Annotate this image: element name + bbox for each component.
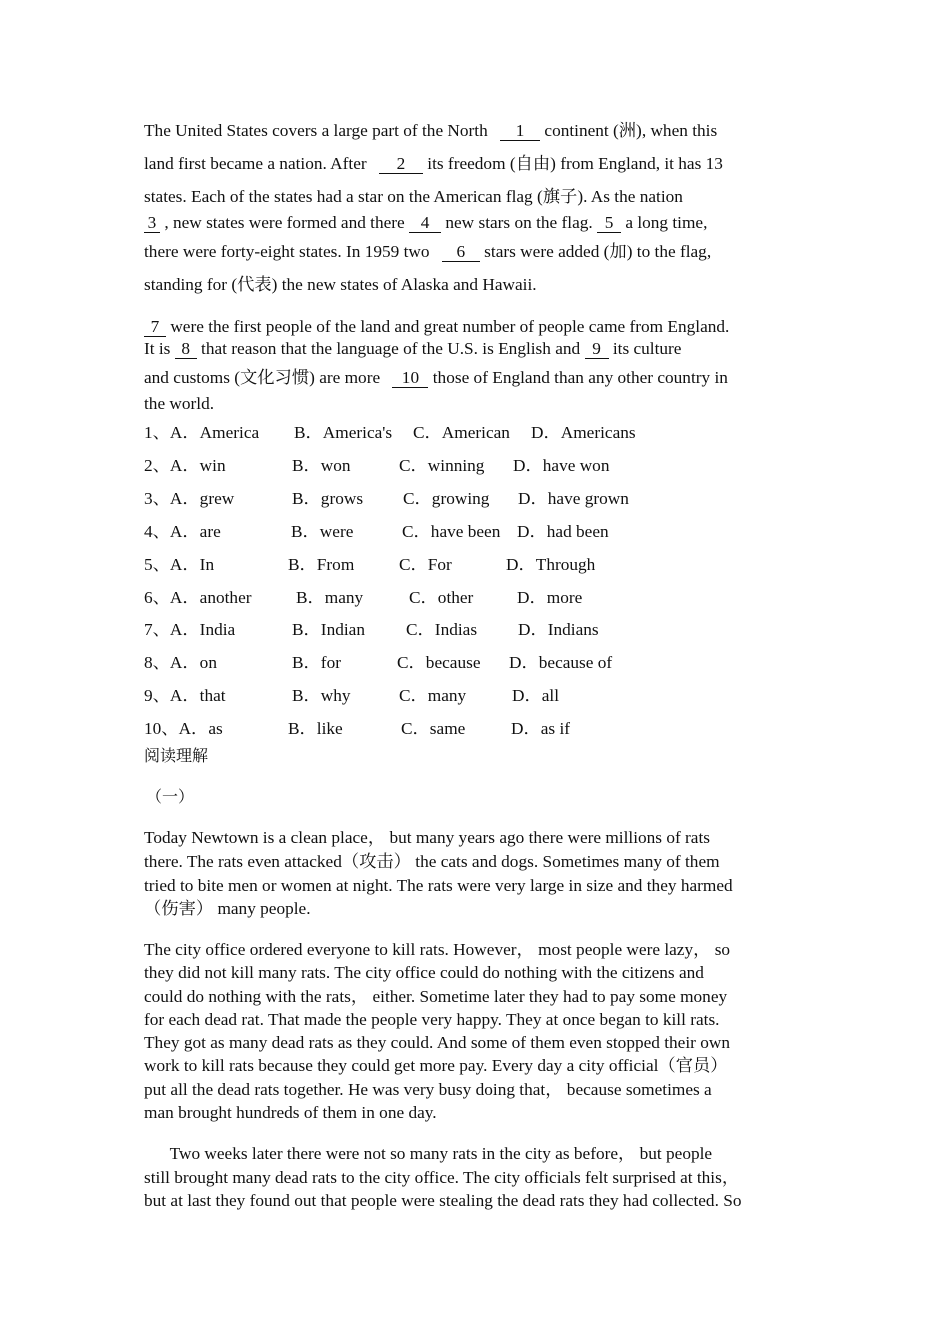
reading-line: but at last they found out that people were stealing the dead rats they had collected. So bbox=[144, 1191, 742, 1210]
option-d: D．Indians bbox=[518, 620, 599, 639]
blank-9: 9 bbox=[585, 340, 609, 359]
option-d: D．had been bbox=[517, 522, 609, 541]
option-c: C．American bbox=[413, 423, 510, 442]
option-b: B．won bbox=[292, 456, 351, 475]
option-row bbox=[144, 685, 804, 707]
reading-line: could do nothing with the rats， either. Sometime later they had to pay some money bbox=[144, 987, 728, 1006]
option-c: C．winning bbox=[399, 456, 485, 475]
reading-line: they did not kill many rats. The city office could do nothing with the citizens and bbox=[144, 963, 704, 982]
reading-line: put all the dead rats together. He was very busy doing that， because sometimes a bbox=[144, 1080, 712, 1099]
option-row bbox=[144, 587, 804, 609]
text: stars were added (加) to the flag, bbox=[479, 242, 712, 261]
option-c: C．many bbox=[399, 686, 467, 705]
section-heading: 阅读理解 bbox=[144, 746, 209, 765]
option-c: C．For bbox=[399, 555, 452, 574]
option-c: C．have been bbox=[402, 522, 501, 541]
reading-line: work to kill rats because they could get more pay. Every day a city official（官员） bbox=[144, 1056, 728, 1075]
text: land first became a nation. After bbox=[144, 154, 371, 173]
option-a: 9、A．that bbox=[144, 686, 226, 705]
text: were the first people of the land and great number of people came from England. bbox=[166, 317, 730, 336]
text: its freedom (自由) from England, it has 13 bbox=[422, 154, 723, 173]
section-number: （一） bbox=[146, 787, 195, 806]
blank-10: 10 bbox=[392, 369, 428, 388]
cloze-line bbox=[144, 338, 681, 360]
blank-8: 8 bbox=[175, 340, 197, 359]
text: there were forty-eight states. In 1959 two bbox=[144, 242, 434, 261]
option-b: B．From bbox=[288, 555, 355, 574]
option-a: 10、A．as bbox=[144, 719, 223, 738]
blank-2: 2 bbox=[379, 155, 423, 174]
reading-line: The city office ordered everyone to kill rats. However， most people were lazy， so bbox=[144, 940, 731, 959]
text: that reason that the language of the U.S. is English and bbox=[196, 339, 585, 358]
option-row bbox=[144, 718, 804, 740]
cloze-line bbox=[144, 316, 729, 338]
cloze-line bbox=[144, 120, 717, 142]
option-d: D．Through bbox=[506, 555, 596, 574]
option-d: D．because of bbox=[509, 653, 613, 672]
option-a: 7、A．India bbox=[144, 620, 236, 639]
option-c: C．because bbox=[397, 653, 481, 672]
blank-7: 7 bbox=[144, 318, 166, 337]
text: those of England than any other country in bbox=[428, 368, 728, 387]
text: a long time, bbox=[621, 213, 708, 232]
option-b: B．Indian bbox=[292, 620, 365, 639]
blank-6: 6 bbox=[442, 243, 480, 262]
option-row bbox=[144, 652, 804, 674]
option-c: C．Indias bbox=[406, 620, 478, 639]
reading-line: for each dead rat. That made the people very happy. They at once began to kill rats. bbox=[144, 1010, 720, 1029]
reading-line: still brought many dead rats to the city office. The city officials felt surprised at this， bbox=[144, 1168, 740, 1187]
text: new stars on the flag. bbox=[441, 213, 598, 232]
option-b: B．like bbox=[288, 719, 343, 738]
option-d: D．as if bbox=[511, 719, 571, 738]
option-row bbox=[144, 521, 804, 543]
cloze-line bbox=[144, 212, 707, 234]
option-c: C．same bbox=[401, 719, 466, 738]
reading-line: （伤害） many people. bbox=[144, 899, 311, 918]
cloze-line bbox=[144, 153, 723, 175]
reading-line: Today Newtown is a clean place， but many years ago there were millions of rats bbox=[144, 828, 711, 847]
option-a: 3、A．grew bbox=[144, 489, 235, 508]
option-row bbox=[144, 619, 804, 641]
option-d: D．have won bbox=[513, 456, 610, 475]
blank-4: 4 bbox=[409, 214, 441, 233]
option-row bbox=[144, 455, 804, 477]
blank-1: 1 bbox=[500, 122, 540, 141]
cloze-line: standing for (代表) the new states of Alaska and Hawaii. bbox=[144, 275, 537, 294]
cloze-line bbox=[144, 367, 728, 389]
option-d: D．all bbox=[512, 686, 560, 705]
option-b: B．were bbox=[291, 522, 354, 541]
option-b: B．America's bbox=[294, 423, 393, 442]
text: continent (洲), when this bbox=[540, 121, 718, 140]
reading-line: Two weeks later there were not so many rats in the city as before， but people bbox=[144, 1144, 713, 1163]
option-row bbox=[144, 422, 804, 444]
option-b: B．many bbox=[296, 588, 364, 607]
option-a: 5、A．In bbox=[144, 555, 215, 574]
option-d: D．have grown bbox=[518, 489, 629, 508]
cloze-line bbox=[144, 241, 711, 263]
blank-3: 3 bbox=[144, 214, 160, 233]
option-a: 1、A．America bbox=[144, 423, 260, 442]
cloze-line: states. Each of the states had a star on the American flag (旗子). As the nation bbox=[144, 187, 683, 206]
option-c: C．growing bbox=[403, 489, 490, 508]
reading-line: man brought hundreds of them in one day. bbox=[144, 1103, 437, 1122]
option-b: B．for bbox=[292, 653, 341, 672]
reading-line: They got as many dead rats as they could. And some of them even stopped their own bbox=[144, 1033, 730, 1052]
text: its culture bbox=[608, 339, 682, 358]
text: , new states were formed and there bbox=[160, 213, 410, 232]
text: and customs (文化习惯) are more bbox=[144, 368, 385, 387]
text: It is bbox=[144, 339, 175, 358]
option-a: 8、A．on bbox=[144, 653, 217, 672]
option-row bbox=[144, 488, 804, 510]
reading-line: there. The rats even attacked（攻击） the cats and dogs. Sometimes many of them bbox=[144, 852, 720, 871]
option-a: 2、A．win bbox=[144, 456, 226, 475]
option-a: 6、A．another bbox=[144, 588, 252, 607]
option-b: B．grows bbox=[292, 489, 364, 508]
option-b: B．why bbox=[292, 686, 351, 705]
option-d: D．Americans bbox=[531, 423, 636, 442]
option-a: 4、A．are bbox=[144, 522, 221, 541]
blank-5: 5 bbox=[597, 214, 621, 233]
cloze-line: the world. bbox=[144, 394, 215, 413]
option-d: D．more bbox=[517, 588, 583, 607]
option-c: C．other bbox=[409, 588, 474, 607]
text: The United States covers a large part of the North bbox=[144, 121, 493, 140]
reading-line: tried to bite men or women at night. The rats were very large in size and they harmed bbox=[144, 876, 733, 895]
option-row bbox=[144, 554, 804, 576]
